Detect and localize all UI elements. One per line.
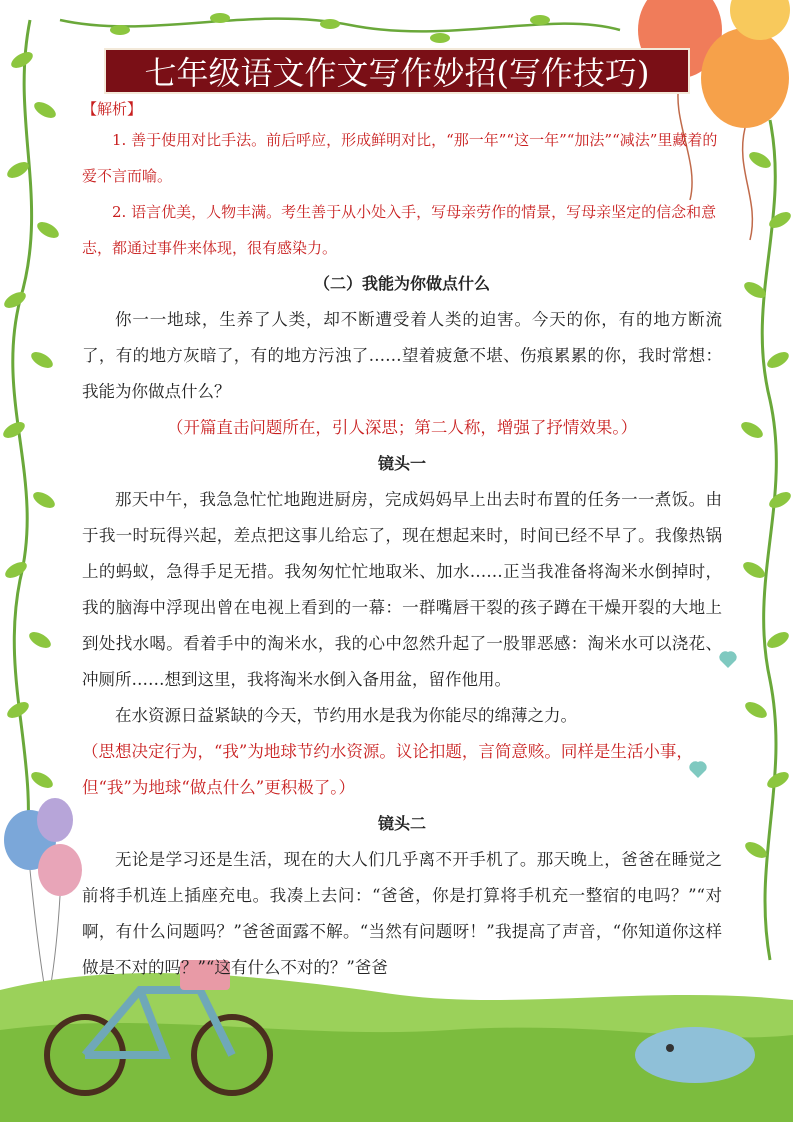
scene1-paragraph-2: 在水资源日益紧缺的今天，节约用水是我为你能尽的绵薄之力。 xyxy=(115,706,577,725)
essay-title: （二）我能为你做点什么 xyxy=(313,274,490,293)
scene2-paragraph-1: 无论是学习还是生活，现在的大人们几乎离不开手机了。那天晚上，爸爸在睡觉之前将手机连上插座充电。我凑上去问：“爸爸，你是打算将手机充一整宿的电吗？”“对啊，有什么问题吗？”爸爸面露不解。“当然有问题呀！”我提高了声音，“你知道你这样做是不对的吗？”“这有什么不对的？”爸爸 xyxy=(82,850,722,977)
scene1-heading: 镜头一 xyxy=(377,454,426,473)
scene2-heading: 镜头二 xyxy=(377,814,426,833)
title-banner xyxy=(104,48,690,94)
scene1-comment: （思想决定行为，“我”为地球节约水资源。议论扣题，言简意赅。同样是生活小事，但“我”为地球“做点什么”更积极了。） xyxy=(82,742,693,797)
analysis-point-1: 1. 善于使用对比手法。前后呼应，形成鲜明对比，“那一年”“这一年”“加法”“减法”里藏着的爱不言而喻。 xyxy=(82,131,718,185)
analysis-tag: 【解析】 xyxy=(82,100,143,118)
intro-paragraph: 你一一地球，生养了人类，却不断遭受着人类的迫害。今天的你，有的地方断流了，有的地方灰暗了，有的地方污浊了……望着疲惫不堪、伤痕累累的你，我时常想：我能为你做点什么？ xyxy=(82,310,722,401)
analysis-point-2: 2. 语言优美，人物丰满。考生善于从小处入手，写母亲劳作的情景，写母亲坚定的信念和意志，都通过事件来体现，很有感染力。 xyxy=(82,203,717,257)
page-title: 七年级语文作文写作妙招(写作技巧) xyxy=(144,54,650,92)
intro-comment: （开篇直击问题所在，引人深思；第二人称，增强了抒情效果。） xyxy=(166,418,638,437)
article-content xyxy=(82,96,722,986)
scene1-paragraph-1: 那天中午，我急急忙忙地跑进厨房，完成妈妈早上出去时布置的任务一一煮饭。由于我一时玩得兴起，差点把这事儿给忘了，现在想起来时，时间已经不早了。我像热锅上的蚂蚁，急得手足无措。我匆匆忙忙地取米、加水……正当我准备将淘米水倒掉时，我的脑海中浮现出曾在电视上看到的一幕：一群嘴唇干裂的孩子蹲在干燥开裂的大地上到处找水喝。看着手中的淘米水，我的心中忽然升起了一股罪恶感：淘米水可以浇花、冲厕所……想到这里，我将淘米水倒入备用盆，留作他用。 xyxy=(82,490,722,689)
bird-icon xyxy=(635,1027,755,1083)
